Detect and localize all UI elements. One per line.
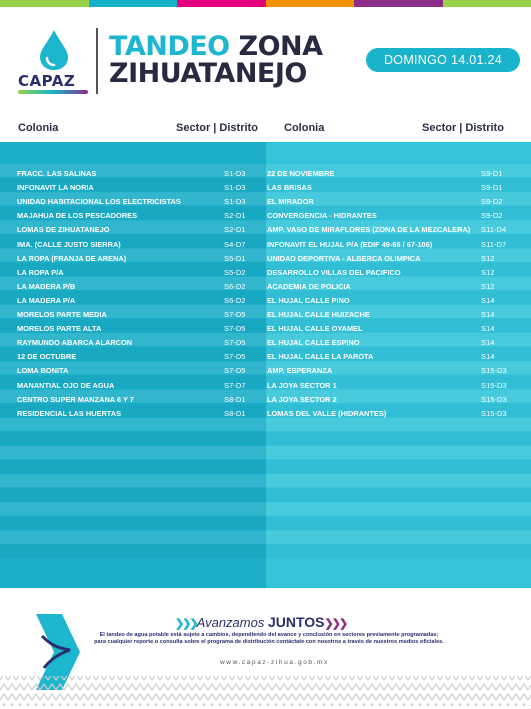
sector-distrito: S12 (481, 267, 495, 277)
colonia-name: LA MADERA P/B (17, 281, 76, 291)
colonia-name: EL HUJAL CALLE PINO (267, 295, 350, 305)
top-bar-segment (443, 0, 531, 7)
colonia-name: EL HUJAL CALLE LA PAROTA (267, 352, 374, 362)
schedule-row (267, 350, 517, 363)
sector-distrito: S12 (481, 281, 495, 291)
date-badge: DOMINGO 14.01.24 (366, 48, 520, 72)
schedule-row (267, 223, 517, 236)
row-stripe (0, 517, 266, 530)
title-tandeo: TANDEO (109, 31, 230, 62)
decorative-pattern-band (0, 672, 531, 709)
top-bar-segment (177, 0, 266, 7)
row-stripe (0, 531, 266, 544)
row-stripe (0, 418, 266, 431)
schedule-row (17, 181, 260, 194)
top-bar-segment (89, 0, 178, 7)
top-bar-segment (266, 0, 355, 7)
colonia-name: EL HUJAL CALLE ESPINO (267, 338, 360, 348)
colonia-name: UNIDAD DEPORTIVA - ALBERCA OLIMPICA (267, 253, 421, 263)
schedule-row (17, 280, 260, 293)
right-sector-header: Sector | Distrito (422, 122, 504, 134)
colonia-name: 22 DE NOVIEMBRE (267, 169, 335, 178)
schedule-row (17, 336, 260, 349)
colonia-name: DESARROLLO VILLAS DEL PACIFICO (267, 267, 401, 277)
colonia-name: INFONAVIT EL HUJAL P/A (EDIF 49-66 / 67-106) (267, 239, 433, 249)
schedule-row (267, 252, 517, 265)
top-bar-segment (354, 0, 443, 7)
row-stripe (266, 432, 531, 445)
schedule-row (17, 393, 260, 406)
colonia-name: IMA. (CALLE JUSTO SIERRA) (17, 239, 121, 249)
colonia-name: EL HUJAL CALLE OYAMEL (267, 324, 363, 334)
website-link[interactable]: www.capaz-zihua.gob.mx (220, 659, 329, 666)
schedule-row (17, 294, 260, 307)
schedule-row (267, 407, 517, 420)
schedule-row (267, 209, 517, 222)
row-stripe (266, 502, 531, 515)
sector-distrito: S7-D5 (224, 324, 246, 334)
left-sector-header: Sector | Distrito (176, 122, 258, 134)
right-colonia-header: Colonia (284, 122, 325, 134)
schedule-row (267, 322, 517, 335)
sector-distrito: S7-D5 (224, 310, 246, 319)
schedule-row (267, 393, 517, 406)
schedule-row (17, 223, 260, 236)
row-stripe (266, 418, 531, 431)
capaz-logo (14, 24, 94, 96)
sector-distrito: S11-D7 (481, 239, 507, 249)
colonia-name: MAJAHUA DE LOS PESCADORES (17, 211, 138, 221)
sector-distrito: S15-D3 (481, 394, 507, 404)
footer-notice: El tandeo de agua potable está sujeto a cambios, dependiendo del avance y conclusión en sectores previamente programadas; para cualquier reporte o consulta sobre el programa de distribución contáctate con nosotros a través de nuestros medios oficiales. (94, 632, 444, 645)
row-stripe (266, 531, 531, 544)
colonia-name: LA ROPA P/A (17, 267, 64, 277)
row-stripe (0, 460, 266, 473)
schedule-row (17, 167, 260, 180)
schedule-row (17, 195, 260, 208)
colonia-name: INFONAVIT LA NORIA (17, 183, 94, 193)
slogan-juntos: JUNTOS (267, 614, 325, 630)
colonia-name: LOMAS DE ZIHUATANEJO (17, 225, 110, 235)
colonia-name: FRACC. LAS SALINAS (17, 169, 97, 178)
sector-distrito: S11-D4 (481, 225, 507, 235)
colonia-name: CONVERGENCIA - HIDRANTES (267, 211, 377, 221)
sector-distrito: S1-D3 (224, 169, 246, 178)
sector-distrito: S8-D1 (224, 408, 246, 418)
row-stripe (0, 545, 266, 558)
schedule-row (267, 266, 517, 279)
top-bar-segment (0, 0, 89, 7)
schedule-row (267, 379, 517, 392)
header-divider (96, 28, 98, 94)
colonia-name: MANANTIAL OJO DE AGUA (17, 380, 115, 390)
colonia-name: LA MADERA P/A (17, 295, 76, 305)
schedule-row (267, 364, 517, 377)
row-stripe (0, 432, 266, 445)
colonia-name: EL HUJAL CALLE HUIZACHE (267, 310, 370, 319)
sector-distrito: S2-D1 (224, 225, 246, 235)
schedule-row (267, 336, 517, 349)
schedule-row (17, 252, 260, 265)
sector-distrito: S8-D1 (224, 394, 246, 404)
row-stripe (0, 474, 266, 487)
sector-distrito: S9-D2 (481, 211, 503, 221)
colonia-name: LA JOYA SECTOR 2 (267, 394, 337, 404)
sector-distrito: S6-D2 (224, 295, 246, 305)
sector-distrito: S9-D1 (481, 169, 503, 178)
schedule-row (17, 407, 260, 420)
schedule-row (17, 379, 260, 392)
colonia-name: LA ROPA (FRANJA DE ARENA) (17, 253, 127, 263)
colonia-name: UNIDAD HABITACIONAL LOS ELECTRICISTAS (17, 197, 181, 207)
sector-distrito: S2-D1 (224, 211, 246, 221)
colonia-name: ACADEMIA DE POLICIA (267, 281, 351, 291)
row-stripe (0, 446, 266, 459)
colonia-name: EL MIRADOR (267, 197, 314, 207)
sector-distrito: S14 (481, 324, 495, 334)
schedule-row (267, 238, 517, 251)
sector-distrito: S15-D3 (481, 408, 507, 418)
sector-distrito: S12 (481, 253, 495, 263)
left-colonia-header: Colonia (18, 122, 59, 134)
colonia-name: LA JOYA SECTOR 1 (267, 380, 337, 390)
sector-distrito: S7-D5 (224, 352, 246, 362)
colonia-name: 12 DE OCTUBRE (17, 352, 77, 362)
colonia-name: LOMAS DEL VALLE (HIDRANTES) (267, 408, 387, 418)
schedule-row (267, 195, 517, 208)
colonia-name: MORELOS PARTE MEDIA (17, 310, 107, 319)
schedule-row (267, 294, 517, 307)
schedule-row (17, 209, 260, 222)
sector-distrito: S9-D2 (481, 197, 503, 207)
sector-distrito: S1-D3 (224, 197, 246, 207)
sector-distrito: S15-D3 (481, 380, 507, 390)
sector-distrito: S14 (481, 352, 495, 362)
sector-distrito: S4-D7 (224, 239, 246, 249)
schedule-row (267, 308, 517, 321)
row-stripe (266, 545, 531, 558)
row-stripe (266, 446, 531, 459)
schedule-row (267, 280, 517, 293)
sector-distrito: S6-D2 (224, 281, 246, 291)
colonia-name: LOMA BONITA (17, 366, 69, 376)
sector-distrito: S14 (481, 338, 495, 348)
row-stripe (266, 460, 531, 473)
sector-distrito: S5-D1 (224, 253, 246, 263)
logo-underline (18, 90, 88, 94)
arrows-right-icon: ❯❯❯ (324, 618, 347, 630)
row-stripe (266, 474, 531, 487)
schedule-row (17, 364, 260, 377)
sector-distrito: S7-D5 (224, 366, 246, 376)
schedule-row (17, 308, 260, 321)
slogan-avanzamos: Avanzamos (196, 615, 265, 630)
page-title (109, 33, 323, 87)
schedule-row (267, 181, 517, 194)
colonia-name: MORELOS PARTE ALTA (17, 324, 102, 334)
title-zona: ZONA (238, 31, 323, 62)
sector-distrito: S14 (481, 310, 495, 319)
colonia-name: RESIDENCIAL LAS HUERTAS (17, 408, 122, 418)
schedule-row (17, 238, 260, 251)
sector-distrito: S14 (481, 295, 495, 305)
arrows-left-icon: ❯❯❯ (175, 618, 197, 630)
sector-distrito: S1-D3 (224, 183, 246, 193)
sector-distrito: S15-D3 (481, 366, 507, 376)
water-drop-icon (36, 28, 72, 72)
schedule-row (267, 167, 517, 180)
schedule-row (17, 322, 260, 335)
top-color-bar (0, 0, 531, 7)
sector-distrito: S9-D1 (481, 183, 503, 193)
colonia-name: AMP. ESPERANZA (267, 366, 333, 376)
schedule-row (17, 266, 260, 279)
sector-distrito: S5-D2 (224, 267, 246, 277)
title-zihuatanejo: ZIHUATANEJO (109, 58, 307, 89)
schedule-row (17, 350, 260, 363)
row-stripe (266, 517, 531, 530)
colonia-name: LAS BRISAS (267, 183, 312, 193)
colonia-name: RAYMUNDO ABARCA ALARCON (17, 338, 133, 348)
sector-distrito: S7-D5 (224, 338, 246, 348)
colonia-name: AMP. VASO DE MIRAFLORES (ZONA DE LA MEZCALERA) (267, 225, 471, 235)
slogan (175, 614, 346, 630)
row-stripe (0, 488, 266, 501)
colonia-name: CENTRO SUPER MANZANA 6 Y 7 (17, 394, 134, 404)
row-stripe (0, 502, 266, 515)
sector-distrito: S7-D7 (224, 380, 246, 390)
logo-text: CAPAZ (18, 72, 76, 90)
row-stripe (266, 488, 531, 501)
